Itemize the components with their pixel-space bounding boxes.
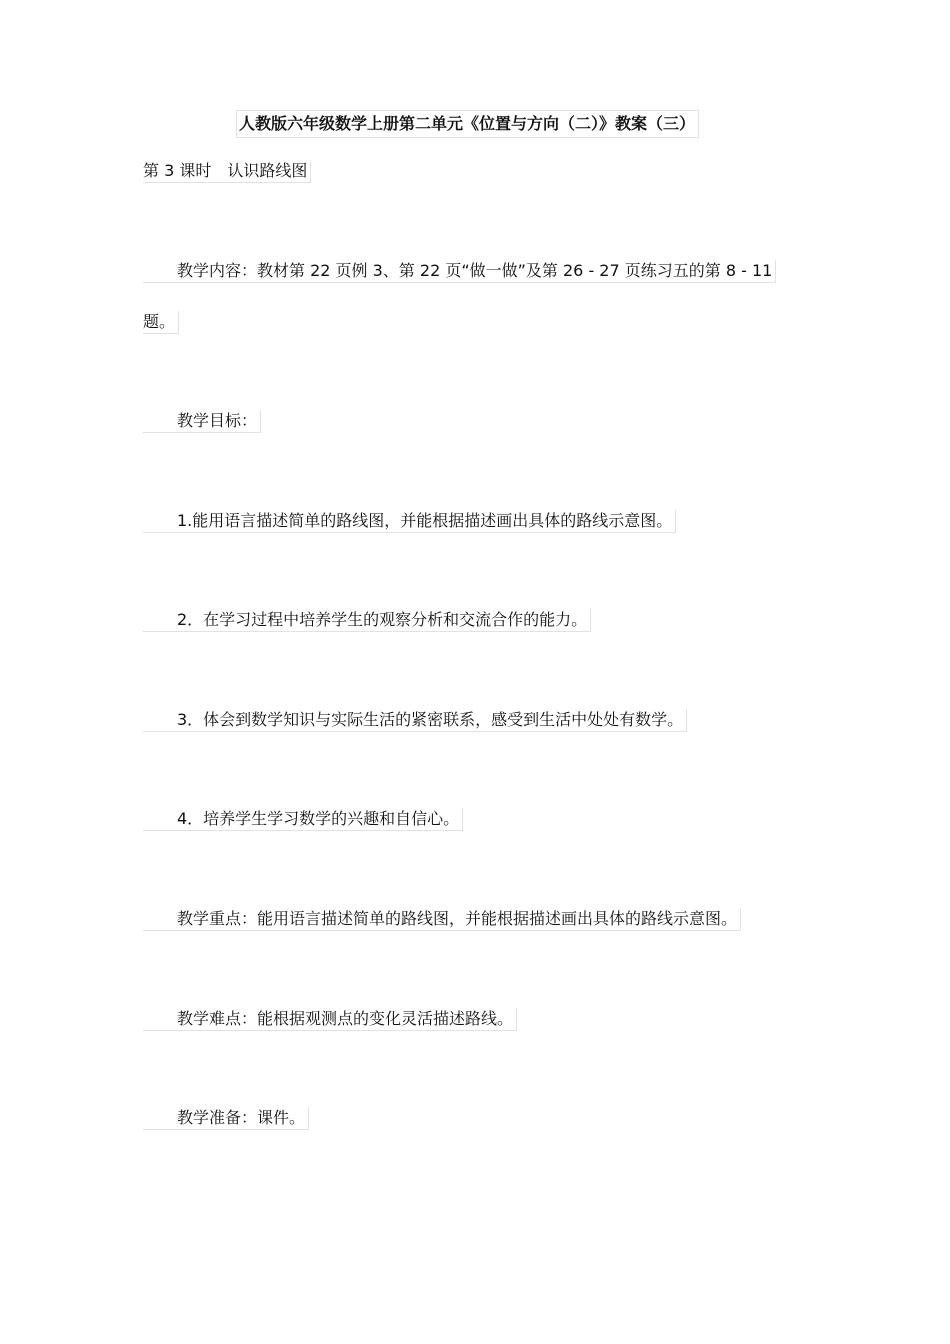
objectives-heading: 教学目标： [143,410,261,433]
difficulty: 教学难点：能根据观测点的变化灵活描述路线。 [143,1008,517,1031]
key-point: 教学重点：能用语言描述简单的路线图，并能根据描述画出具体的路线示意图。 [143,908,741,931]
objective-item-4: 4．培养学生学习数学的兴趣和自信心。 [143,808,463,831]
objective-item-1: 1.能用语言描述简单的路线图，并能根据描述画出具体的路线示意图。 [143,510,676,533]
teaching-content-line: 教学内容：教材第 22 页例 3、第 22 页“做一做”及第 26 - 27 页练习五的第 8 - 11 [143,260,776,283]
document-title: 人教版六年级数学上册第二单元《位置与方向（二）》教案（三） [236,110,699,138]
teaching-content-continuation: 题。 [143,311,179,334]
objective-item-3: 3．体会到数学知识与实际生活的紧密联系，感受到生活中处处有数学。 [143,709,687,732]
lesson-heading: 第 3 课时 认识路线图 [143,160,311,183]
preparation: 教学准备：课件。 [143,1107,309,1130]
objective-item-2: 2．在学习过程中培养学生的观察分析和交流合作的能力。 [143,609,591,632]
